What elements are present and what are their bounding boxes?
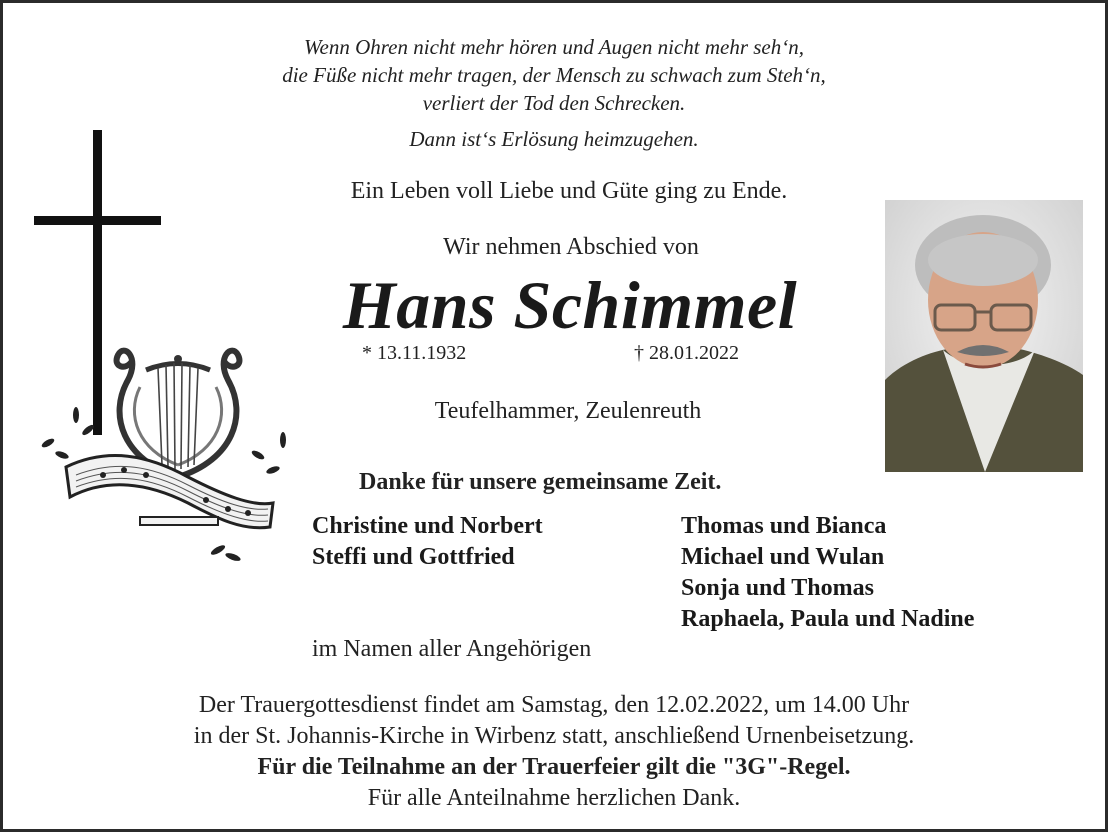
service-line-2: in der St. Johannis-Kirche in Wirbenz statt, anschließend Urnenbeisetzung. (193, 723, 915, 749)
portrait-photo (885, 200, 1083, 472)
poem-line-3: verliert der Tod den Schrecken. (422, 91, 686, 115)
thanks-text: Danke für unsere gemeinsame Zeit. (359, 469, 722, 495)
deceased-name: Hans Schimmel (342, 267, 798, 343)
cross-vertical (93, 130, 102, 435)
lyre-ornament-dot (174, 355, 182, 363)
family-right-2: Michael und Wulan (681, 544, 885, 570)
farewell-text: Wir nehmen Abschied von (443, 234, 699, 260)
poem-line-4: Dann ist‘s Erlösung heimzugehen. (409, 127, 699, 151)
service-line-4: Für alle Anteilnahme herzlichen Dank. (367, 785, 741, 811)
family-right-4: Raphaela, Paula und Nadine (681, 606, 975, 632)
poem-line-1: Wenn Ohren nicht mehr hören und Augen nicht mehr seh‘n, (303, 35, 805, 59)
family-left-2: Steffi und Gottfried (312, 544, 515, 570)
birth-date: * 13.11.1932 (362, 342, 467, 364)
intro-text: Ein Leben voll Liebe und Güte ging zu Ende. (350, 178, 788, 204)
poem-line-2: die Füße nicht mehr tragen, der Mensch zu schwach zum Steh‘n, (282, 63, 826, 87)
family-left-1: Christine und Norbert (312, 513, 543, 539)
lyre-strings (158, 363, 198, 469)
lyre-crossbar (146, 364, 210, 371)
places-text: Teufelhammer, Zeulenreuth (434, 398, 702, 424)
cross-horizontal (34, 216, 161, 225)
family-right-1: Thomas und Bianca (681, 513, 887, 539)
cross-lyre-ornament (28, 125, 298, 570)
service-line-1: Der Trauergottesdienst findet am Samstag, den 12.02.2022, um 14.00 Uhr (198, 692, 910, 718)
family-right-3: Sonja und Thomas (681, 575, 874, 601)
service-line-3: Für die Teilnahme an der Trauerfeier gilt die "3G"-Regel. (257, 754, 851, 780)
death-date: † 28.01.2022 (634, 342, 739, 364)
lyre-base (140, 517, 218, 525)
relatives-text: im Namen aller Angehörigen (312, 636, 592, 662)
